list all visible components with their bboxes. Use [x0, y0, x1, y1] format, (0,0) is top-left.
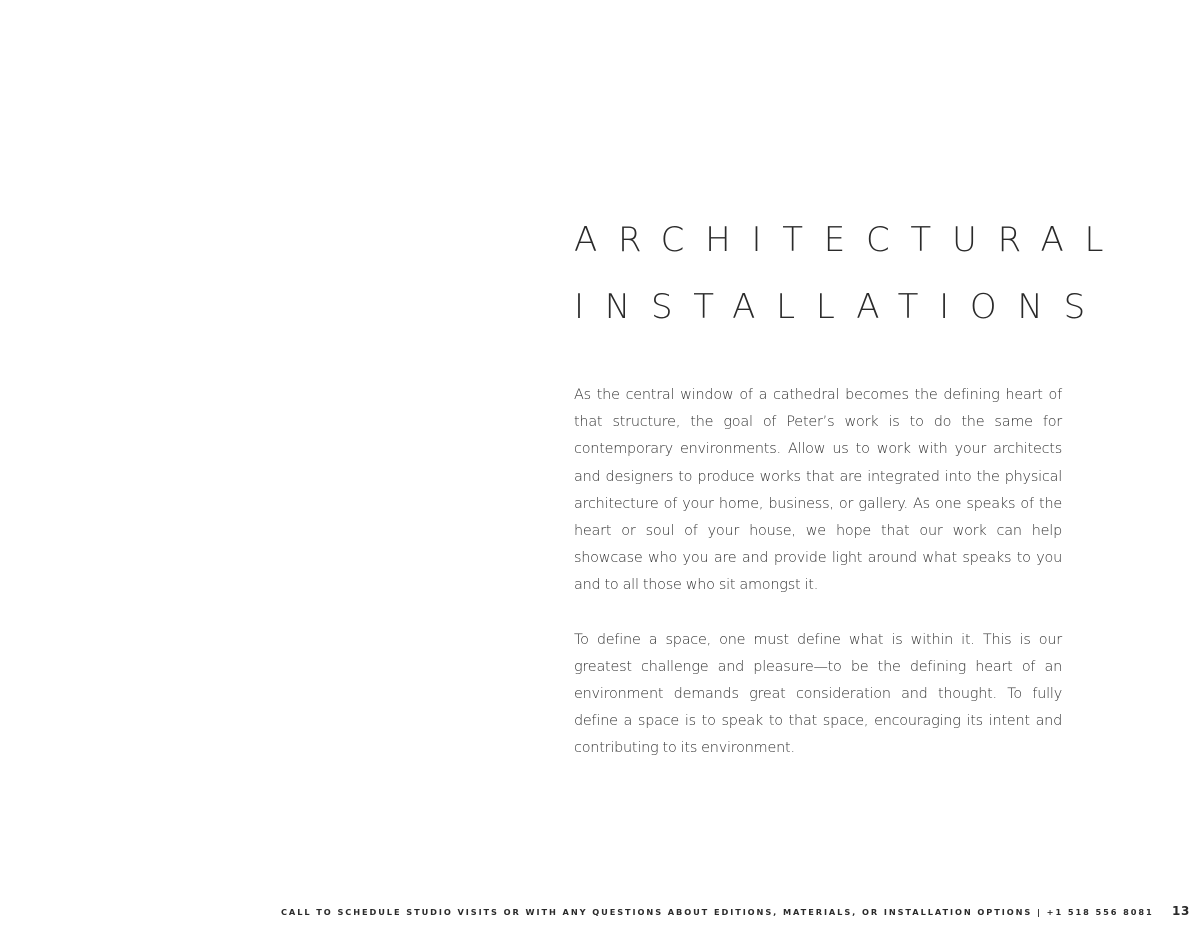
intro-paragraph: As the central window of a cathedral becomes the defining heart of that structure, the goal of Peter’s work is to do the same for contemporary environments. Allow us to work with your architects and designers to produce works that are integrated into the physical architecture of your home, business, or gallery. As one speaks of the heart or soul of your house, we hope that our work can help showcase who you are and provide light around what speaks to you and to all those who sit amongst it.: [574, 387, 1062, 594]
page-number: 13: [1172, 904, 1190, 918]
title-line-architectural: ARCHITECTURAL: [574, 220, 1125, 260]
page-title: [574, 218, 1184, 329]
body-text: [574, 382, 1062, 763]
title-line-installations: INSTALLATIONS: [574, 287, 1106, 327]
footer-contact-line: CALL TO SCHEDULE STUDIO VISITS OR WITH ANY QUESTIONS ABOUT EDITIONS, MATERIALS, OR INSTALLATION OPTIONS | +1 518 556 8081: [281, 907, 1154, 917]
define-space-paragraph: To define a space, one must define what is within it. This is our greatest challenge and pleasure—to be the defining heart of an environment demands great consideration and thought. To fully define a space is to speak to that space, encouraging its intent and contributing to its environment.: [574, 631, 1062, 757]
